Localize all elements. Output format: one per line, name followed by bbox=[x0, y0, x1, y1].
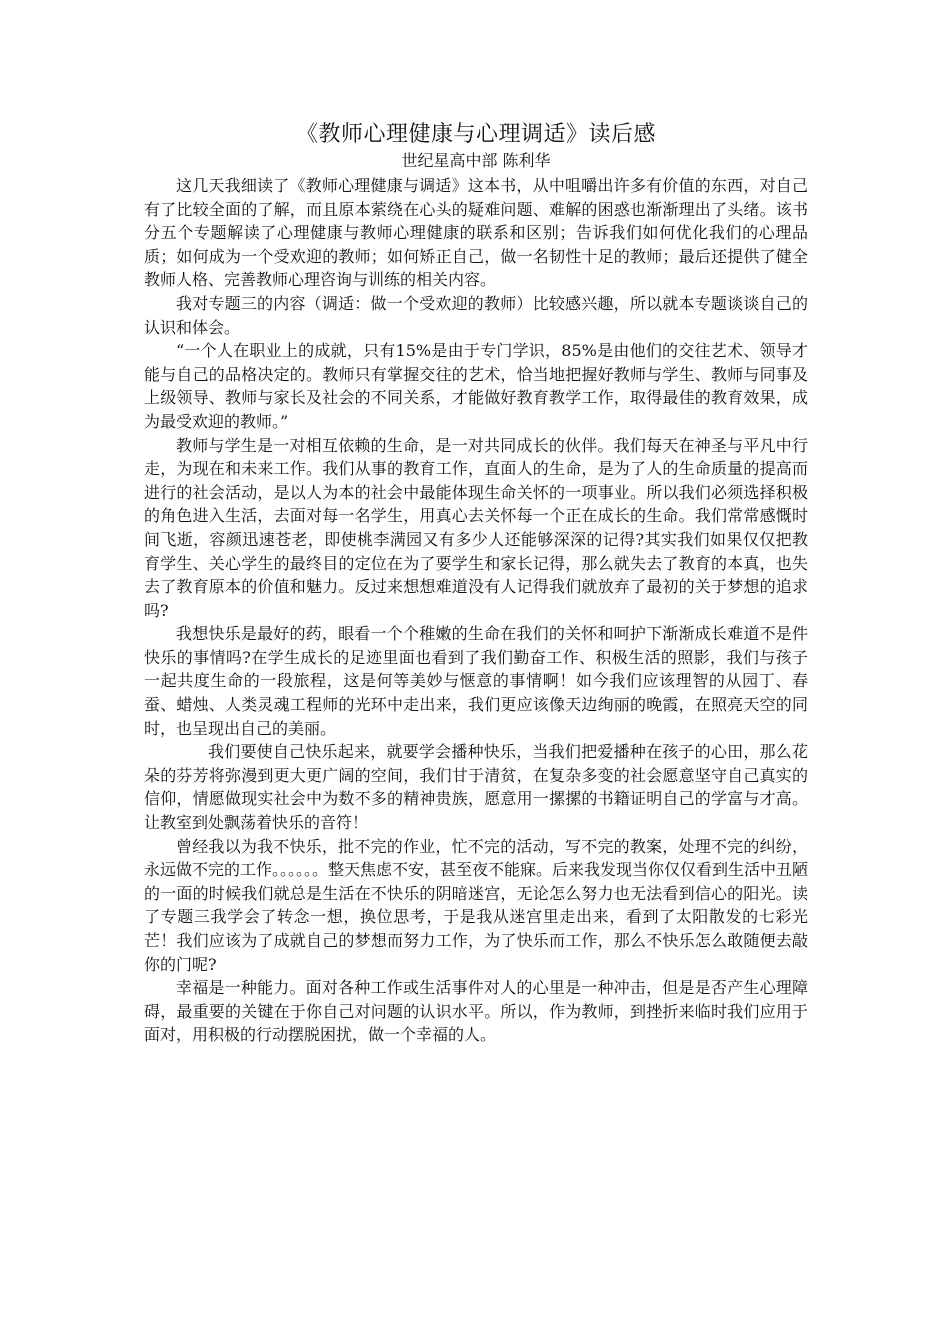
document-title: 《教师心理健康与心理调适》读后感 bbox=[295, 122, 656, 147]
paragraph-7: 曾经我以为我不快乐，批不完的作业，忙不完的活动，写不完的教案，处理不完的纠纷，永远做不完的工作。。。。。。整天焦虑不安，甚至夜不能寐。后来我发现当你仅仅看到生活中丑陋的一面的时候我们就总是生活在不快乐的阴暗迷宫，无论怎么努力也无法看到信心的阳光。读了专题三我学会了转念一想，换位思考，于是我从迷宫里走出来，看到了太阳散发的七彩光芒！我们应该为了成就自己的梦想而努力工作，为了快乐而工作，那么不快乐怎么敢随便去敲你的门呢? bbox=[144, 836, 809, 974]
author-byline: 世纪星高中部 陈利华 bbox=[401, 151, 551, 170]
paragraph-2: 我对专题三的内容（调适：做一个受欢迎的教师）比较感兴趣，所以就本专题谈谈自己的认识和体会。 bbox=[144, 293, 808, 337]
paragraph-6: 我们要使自己快乐起来，就要学会播种快乐，当我们把爱播种在孩子的心田，那么花朵的芬芳将弥漫到更大更广阔的空间，我们甘于清贫，在复杂多变的社会愿意坚守自己真实的信仰，情愿做现实社会中为数不多的精神贵族，愿意用一摞摞的书籍证明自己的学富与才高。让教室到处飘荡着快乐的音符！ bbox=[144, 742, 808, 833]
paragraph-4: 教师与学生是一对相互依赖的生命，是一对共同成长的伙伴。我们每天在神圣与平凡中行走，为现在和未来工作。我们从事的教育工作，直面人的生命，是为了人的生命质量的提高而进行的社会活动，是以人为本的社会中最能体现生命关怀的一项事业。所以我们必须选择积极的角色进入生活，去面对每一名学生，用真心去关怀每一个正在成长的生命。我们常常感慨时间飞逝，容颜迅速苍老，即使桃李满园又有多少人还能够深深的记得?其实我们如果仅仅把教育学生、关心学生的最终目的定位在为了要学生和家长记得，那么就失去了教育的本真，也失去了教育原本的价值和魅力。反过来想想难道没有人记得我们就放弃了最初的关于梦想的追求吗? bbox=[144, 435, 808, 620]
paragraph-8: 幸福是一种能力。面对各种工作或生活事件对人的心里是一种冲击，但是是否产生心理障碍，最重要的关键在于你自己对问题的认识水平。所以，作为教师，到挫折来临时我们应用于面对，用积极的行动摆脱困扰，做一个幸福的人。 bbox=[144, 978, 808, 1045]
paragraph-5: 我想快乐是最好的药，眼看一个个稚嫩的生命在我们的关怀和呵护下渐渐成长难道不是件快乐的事情吗?在学生成长的足迹里面也看到了我们勤奋工作、积极生活的照影，我们与孩子一起共度生命的一段旅程，这是何等美妙与惬意的事情啊！如今我们应该理智的从园丁、春蚕、蜡烛、人类灵魂工程师的光环中走出来，我们更应该像天边绚丽的晚霞，在照亮天空的同时，也呈现出自己的美丽。 bbox=[144, 624, 808, 738]
document-body bbox=[144, 120, 808, 1047]
paragraph-1: 这几天我细读了《教师心理健康与调适》这本书，从中咀嚼出许多有价值的东西，对自己有了比较全面的了解，而且原本萦绕在心头的疑难问题、难解的困惑也渐渐理出了头绪。该书分五个专题解读了心理健康与教师心理健康的联系和区别；告诉我们如何优化我们的心理品质；如何成为一个受欢迎的教师；如何矫正自己，做一名韧性十足的教师；最后还提供了健全教师人格、完善教师心理咨询与训练的相关内容。 bbox=[144, 176, 808, 290]
paragraph-3-quote: “一个人在职业上的成就，只有15%是由于专门学识，85%是由他们的交往艺术、领导才能与自己的品格决定的。教师只有掌握交往的艺术，恰当地把握好教师与学生、教师与同事及上级领导、教师与家长及社会的不同关系，才能做好教育教学工作，取得最佳的教育效果，成为最受欢迎的教师。” bbox=[144, 341, 808, 431]
